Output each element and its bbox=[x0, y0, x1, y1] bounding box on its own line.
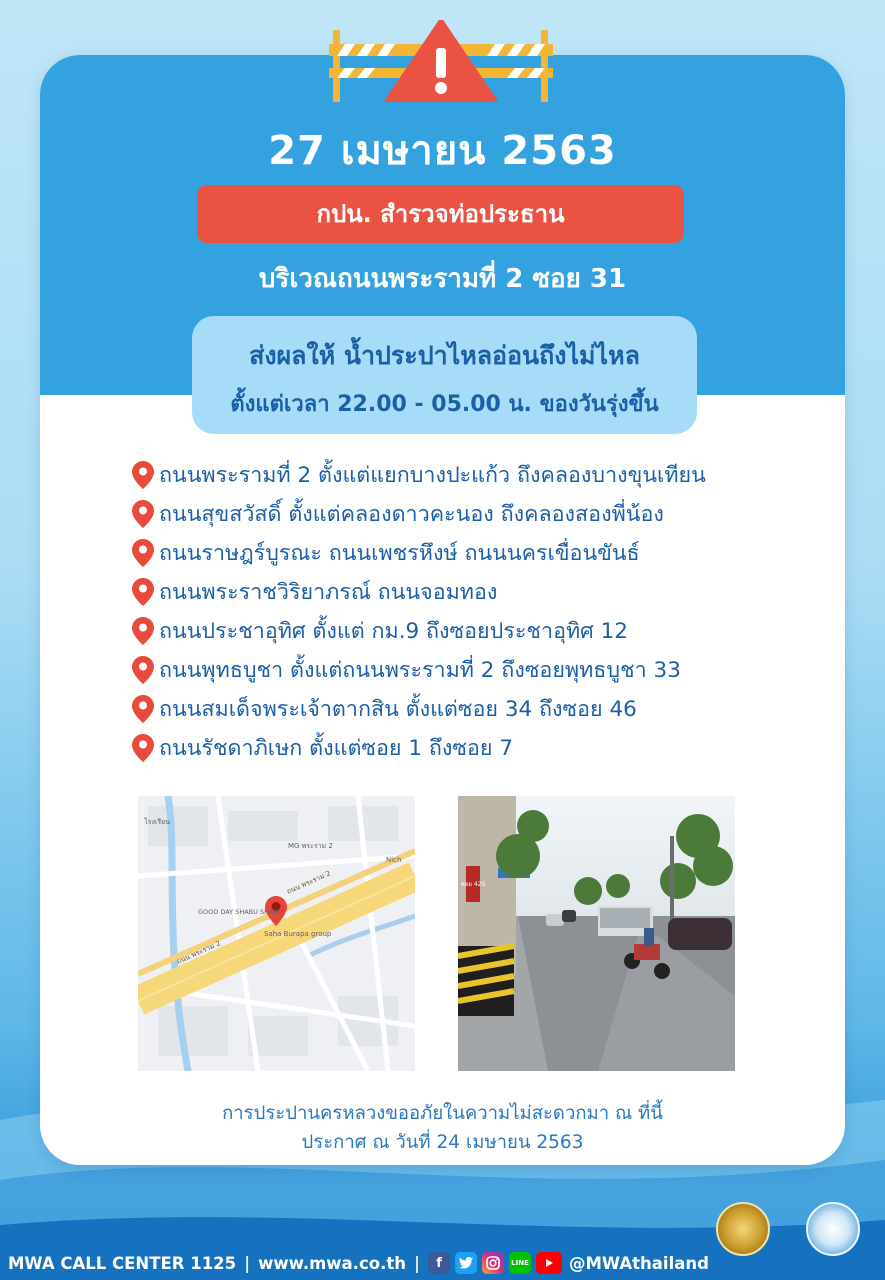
map-label-company: Saha Burapa group bbox=[264, 930, 332, 938]
road-text: ถนนพุทธบูชา ตั้งแต่ถนนพระรามที่ 2 ถึงซอยพุทธบูชา 33 bbox=[159, 657, 681, 683]
map-label-school: โรงเรียน bbox=[144, 818, 170, 826]
effect-description: ส่งผลให้ น้ำประปาไหลอ่อนถึงไม่ไหล bbox=[249, 341, 640, 370]
headline-text: กปน. สำรวจท่อประธาน bbox=[316, 200, 565, 228]
website-link[interactable]: www.mwa.co.th bbox=[258, 1253, 406, 1273]
street-photo bbox=[458, 796, 735, 1071]
map-pin-icon bbox=[132, 578, 154, 606]
road-text: ถนนรัชดาภิเษก ตั้งแต่ซอย 1 ถึงซอย 7 bbox=[159, 735, 513, 761]
map-pin-icon bbox=[132, 539, 154, 567]
road-text: ถนนประชาอุทิศ ตั้งแต่ กม.9 ถึงซอยประชาอุทิศ 12 bbox=[159, 618, 628, 644]
location-map bbox=[138, 796, 415, 1071]
road-text: ถนนสุขสวัสดิ์ ตั้งแต่คลองดาวคะนอง ถึงคลองสองพี่น้อง bbox=[159, 501, 664, 527]
youtube-icon[interactable] bbox=[536, 1252, 562, 1274]
list-item bbox=[132, 494, 812, 533]
list-item bbox=[132, 728, 812, 767]
map-pin-icon bbox=[132, 734, 154, 762]
headline-badge bbox=[197, 185, 684, 243]
sign-text: ซอย 425 bbox=[460, 881, 486, 888]
affected-roads-list bbox=[132, 455, 812, 767]
street-photo-graphic bbox=[458, 796, 735, 1071]
separator: | bbox=[413, 1253, 421, 1273]
effect-box bbox=[192, 316, 697, 434]
road-text: ถนนสมเด็จพระเจ้าตากสิน ตั้งแต่ซอย 34 ถึงซอย 46 bbox=[159, 696, 637, 722]
line-icon[interactable]: LINE bbox=[509, 1252, 531, 1274]
twitter-icon[interactable] bbox=[455, 1252, 477, 1274]
effect-time: ตั้งแต่เวลา 22.00 - 05.00 น. ของวันรุ่งขึ้น bbox=[230, 392, 659, 417]
map-label-restaurant: GOOD DAY SHABU SHABU bbox=[198, 908, 283, 916]
map-pin-icon bbox=[132, 500, 154, 528]
list-item bbox=[132, 572, 812, 611]
road-text: ถนนพระราชวิริยาภรณ์ ถนนจอมทอง bbox=[159, 579, 498, 605]
road-text: ถนนราษฎร์บูรณะ ถนนเพชรหึงษ์ ถนนนครเขื่อนขันธ์ bbox=[159, 540, 640, 566]
list-item bbox=[132, 611, 812, 650]
map-label-road-2: ถนน พระราม 2 bbox=[175, 939, 222, 966]
location-subtitle: บริเวณถนนพระรามที่ 2 ซอย 31 bbox=[258, 264, 627, 294]
map-label-shop: MG พระราม 2 bbox=[288, 842, 333, 850]
bottom-contact-bar bbox=[0, 1246, 885, 1280]
list-item bbox=[132, 533, 812, 572]
map-pin-icon bbox=[132, 695, 154, 723]
road-text: ถนนพระรามที่ 2 ตั้งแต่แยกบางปะแก้ว ถึงคลองบางขุนเทียน bbox=[159, 462, 706, 488]
apology-text: การประปานครหลวงขออภัยในความไม่สะดวกมา ณ ที่นี้ bbox=[222, 1103, 663, 1124]
map-graphic bbox=[138, 796, 415, 1071]
facebook-icon[interactable]: f bbox=[428, 1252, 450, 1274]
map-pin-icon bbox=[132, 617, 154, 645]
social-handle[interactable]: @MWAthailand bbox=[569, 1253, 709, 1273]
map-pin-icon bbox=[132, 656, 154, 684]
list-item bbox=[132, 455, 812, 494]
map-pin-icon bbox=[132, 461, 154, 489]
call-center-text: MWA CALL CENTER 1125 bbox=[8, 1253, 237, 1273]
announcement-issued-date: ประกาศ ณ วันที่ 24 เมษายน 2563 bbox=[301, 1132, 584, 1153]
warning-barrier-icon bbox=[325, 20, 557, 102]
separator: | bbox=[244, 1253, 251, 1273]
list-item bbox=[132, 650, 812, 689]
announcement-date: 27 เมษายน 2563 bbox=[268, 128, 617, 174]
instagram-icon[interactable] bbox=[482, 1252, 504, 1274]
map-label-road: ถนน พระราม 2 bbox=[285, 869, 332, 896]
list-item bbox=[132, 689, 812, 728]
map-label-nich: Nich bbox=[386, 856, 402, 864]
